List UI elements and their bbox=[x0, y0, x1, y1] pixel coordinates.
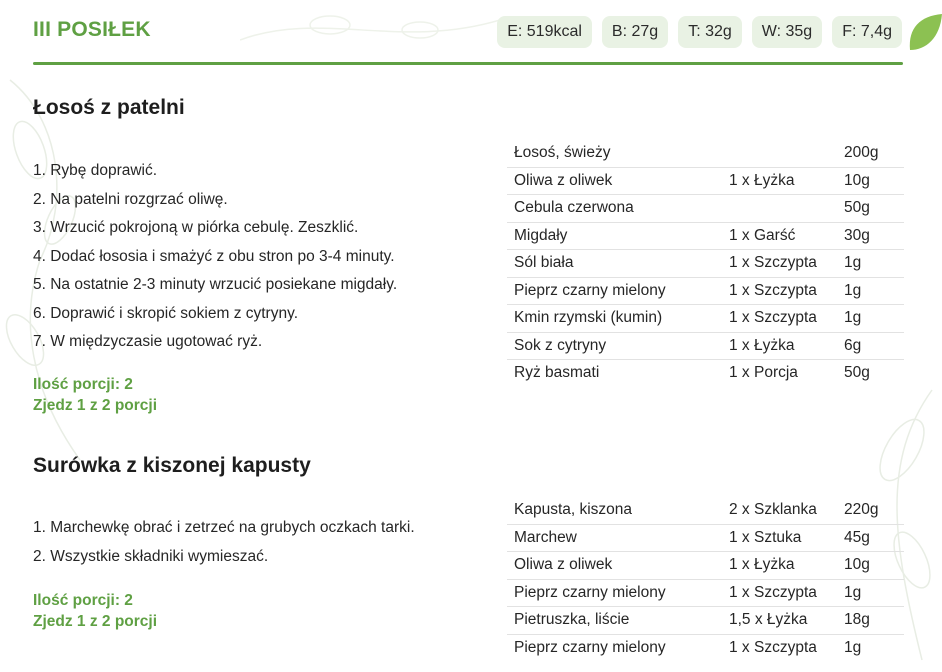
recipe-step: 1. Marchewkę obrać i zetrzeć na grubych oczkach tarki. bbox=[33, 519, 415, 536]
ingredient-amount: 220g bbox=[837, 497, 904, 524]
ingredient-amount: 30g bbox=[837, 222, 904, 250]
ingredient-amount: 1g bbox=[837, 305, 904, 333]
portion-count: Ilość porcji: 2 bbox=[33, 376, 133, 393]
ingredient-name: Sól biała bbox=[507, 250, 722, 278]
ingredient-row bbox=[507, 195, 904, 223]
ingredient-name: Cebula czerwona bbox=[507, 195, 722, 223]
meal-header bbox=[0, 0, 942, 70]
ingredient-amount: 1g bbox=[837, 579, 904, 607]
ingredient-name: Oliwa z oliwek bbox=[507, 552, 722, 580]
fiber-pill: F: 7,4g bbox=[832, 16, 902, 48]
ingredient-name: Pieprz czarny mielony bbox=[514, 638, 666, 656]
ingredient-amount: 18g bbox=[837, 607, 904, 635]
header-divider bbox=[33, 62, 903, 65]
ingredient-amount: 1g bbox=[837, 250, 904, 278]
ingredient-name: Sok z cytryny bbox=[507, 332, 722, 360]
ingredient-measure: 1 x Szczypta bbox=[722, 579, 837, 607]
ingredient-measure: 1 x Łyżka bbox=[722, 552, 837, 580]
ingredient-row bbox=[507, 552, 904, 580]
recipe-steps bbox=[33, 157, 397, 357]
ingredient-measure: 1 x Garść bbox=[722, 222, 837, 250]
carbs-pill: W: 35g bbox=[752, 16, 822, 48]
portion-info bbox=[33, 590, 157, 632]
recipe-step: 4. Dodać łososia i smażyć z obu stron po 3-4 minuty. bbox=[33, 247, 395, 265]
ingredient-row bbox=[507, 222, 904, 250]
ingredient-row bbox=[507, 332, 904, 360]
portion-eat: Zjedz 1 z 2 porcji bbox=[33, 613, 158, 630]
ingredient-measure: 1,5 x Łyżka bbox=[722, 607, 837, 635]
ingredient-row bbox=[507, 497, 904, 524]
portion-info bbox=[33, 374, 157, 416]
recipe-step: 6. Doprawić i skropić sokiem z cytryny. bbox=[33, 304, 298, 322]
recipe-step: 5. Na ostatnie 2-3 minuty wrzucić posiekane migdały. bbox=[33, 276, 398, 293]
ingredient-name: Ryż basmati bbox=[514, 364, 600, 382]
ingredient-amount: 50g bbox=[837, 195, 904, 223]
ingredient-measure bbox=[722, 195, 837, 223]
recipe-step: 1. Rybę doprawić. bbox=[33, 162, 158, 179]
ingredient-row bbox=[507, 305, 904, 333]
ingredient-amount: 50g bbox=[844, 364, 870, 382]
ingredient-measure: 1 x Łyżka bbox=[722, 332, 837, 360]
ingredient-measure bbox=[722, 140, 837, 167]
ingredients-table bbox=[507, 497, 904, 661]
ingredient-measure: 1 x Szczypta bbox=[722, 250, 837, 278]
ingredient-measure: 1 x Sztuka bbox=[722, 524, 837, 552]
ingredients-table bbox=[507, 140, 904, 387]
ingredient-name: Pietruszka, liście bbox=[507, 607, 722, 635]
ingredient-amount: 1g bbox=[837, 277, 904, 305]
ingredient-name: Łosoś, świeży bbox=[507, 140, 722, 167]
ingredient-measure: 2 x Szklanka bbox=[722, 497, 837, 524]
ingredient-row bbox=[507, 579, 904, 607]
fat-pill: T: 32g bbox=[678, 16, 742, 48]
ingredient-measure: 1 x Porcja bbox=[729, 364, 798, 382]
leaf-decoration-icon bbox=[902, 12, 942, 52]
macro-pills bbox=[497, 16, 902, 48]
portion-count: Ilość porcji: 2 bbox=[33, 592, 133, 609]
recipe-step: 7. W międzyczasie ugotować ryż. bbox=[33, 333, 263, 350]
recipe-step: 2. Na patelni rozgrzać oliwę. bbox=[33, 190, 228, 208]
recipe-title: Łosoś z patelni bbox=[33, 96, 185, 119]
ingredient-amount: 6g bbox=[837, 332, 904, 360]
ingredient-name: Migdały bbox=[507, 222, 722, 250]
ingredient-name: Pieprz czarny mielony bbox=[507, 277, 722, 305]
ingredient-measure: 1 x Szczypta bbox=[722, 277, 837, 305]
ingredient-name: Marchew bbox=[507, 524, 722, 552]
ingredient-name: Oliwa z oliwek bbox=[507, 167, 722, 195]
ingredient-name: Kmin rzymski (kumin) bbox=[507, 305, 722, 333]
ingredient-amount: 10g bbox=[837, 167, 904, 195]
ingredient-row bbox=[507, 277, 904, 305]
energy-pill: E: 519kcal bbox=[497, 16, 592, 48]
ingredient-amount: 10g bbox=[837, 552, 904, 580]
ingredient-measure: 1 x Szczypta bbox=[729, 638, 817, 656]
portion-eat: Zjedz 1 z 2 porcji bbox=[33, 397, 158, 414]
protein-pill: B: 27g bbox=[602, 16, 668, 48]
ingredient-measure: 1 x Szczypta bbox=[722, 305, 837, 333]
ingredient-row bbox=[507, 634, 904, 661]
ingredient-name: Pieprz czarny mielony bbox=[507, 579, 722, 607]
recipe-step: 2. Wszystkie składniki wymieszać. bbox=[33, 547, 269, 565]
ingredient-row bbox=[507, 250, 904, 278]
ingredient-amount: 200g bbox=[837, 140, 904, 167]
ingredient-row bbox=[507, 607, 904, 635]
ingredient-row bbox=[507, 524, 904, 552]
ingredient-name: Kapusta, kiszona bbox=[507, 497, 722, 524]
ingredient-measure: 1 x Łyżka bbox=[722, 167, 837, 195]
recipe-steps bbox=[33, 514, 415, 571]
ingredient-row bbox=[507, 167, 904, 195]
meal-title: III POSIŁEK bbox=[33, 18, 151, 41]
ingredient-amount: 1g bbox=[844, 638, 862, 656]
ingredient-row bbox=[507, 140, 904, 167]
ingredient-row bbox=[507, 360, 904, 387]
recipe-title: Surówka z kiszonej kapusty bbox=[33, 454, 311, 477]
recipe-step: 3. Wrzucić pokrojoną w piórka cebulę. Zeszklić. bbox=[33, 219, 359, 236]
ingredient-amount: 45g bbox=[837, 524, 904, 552]
